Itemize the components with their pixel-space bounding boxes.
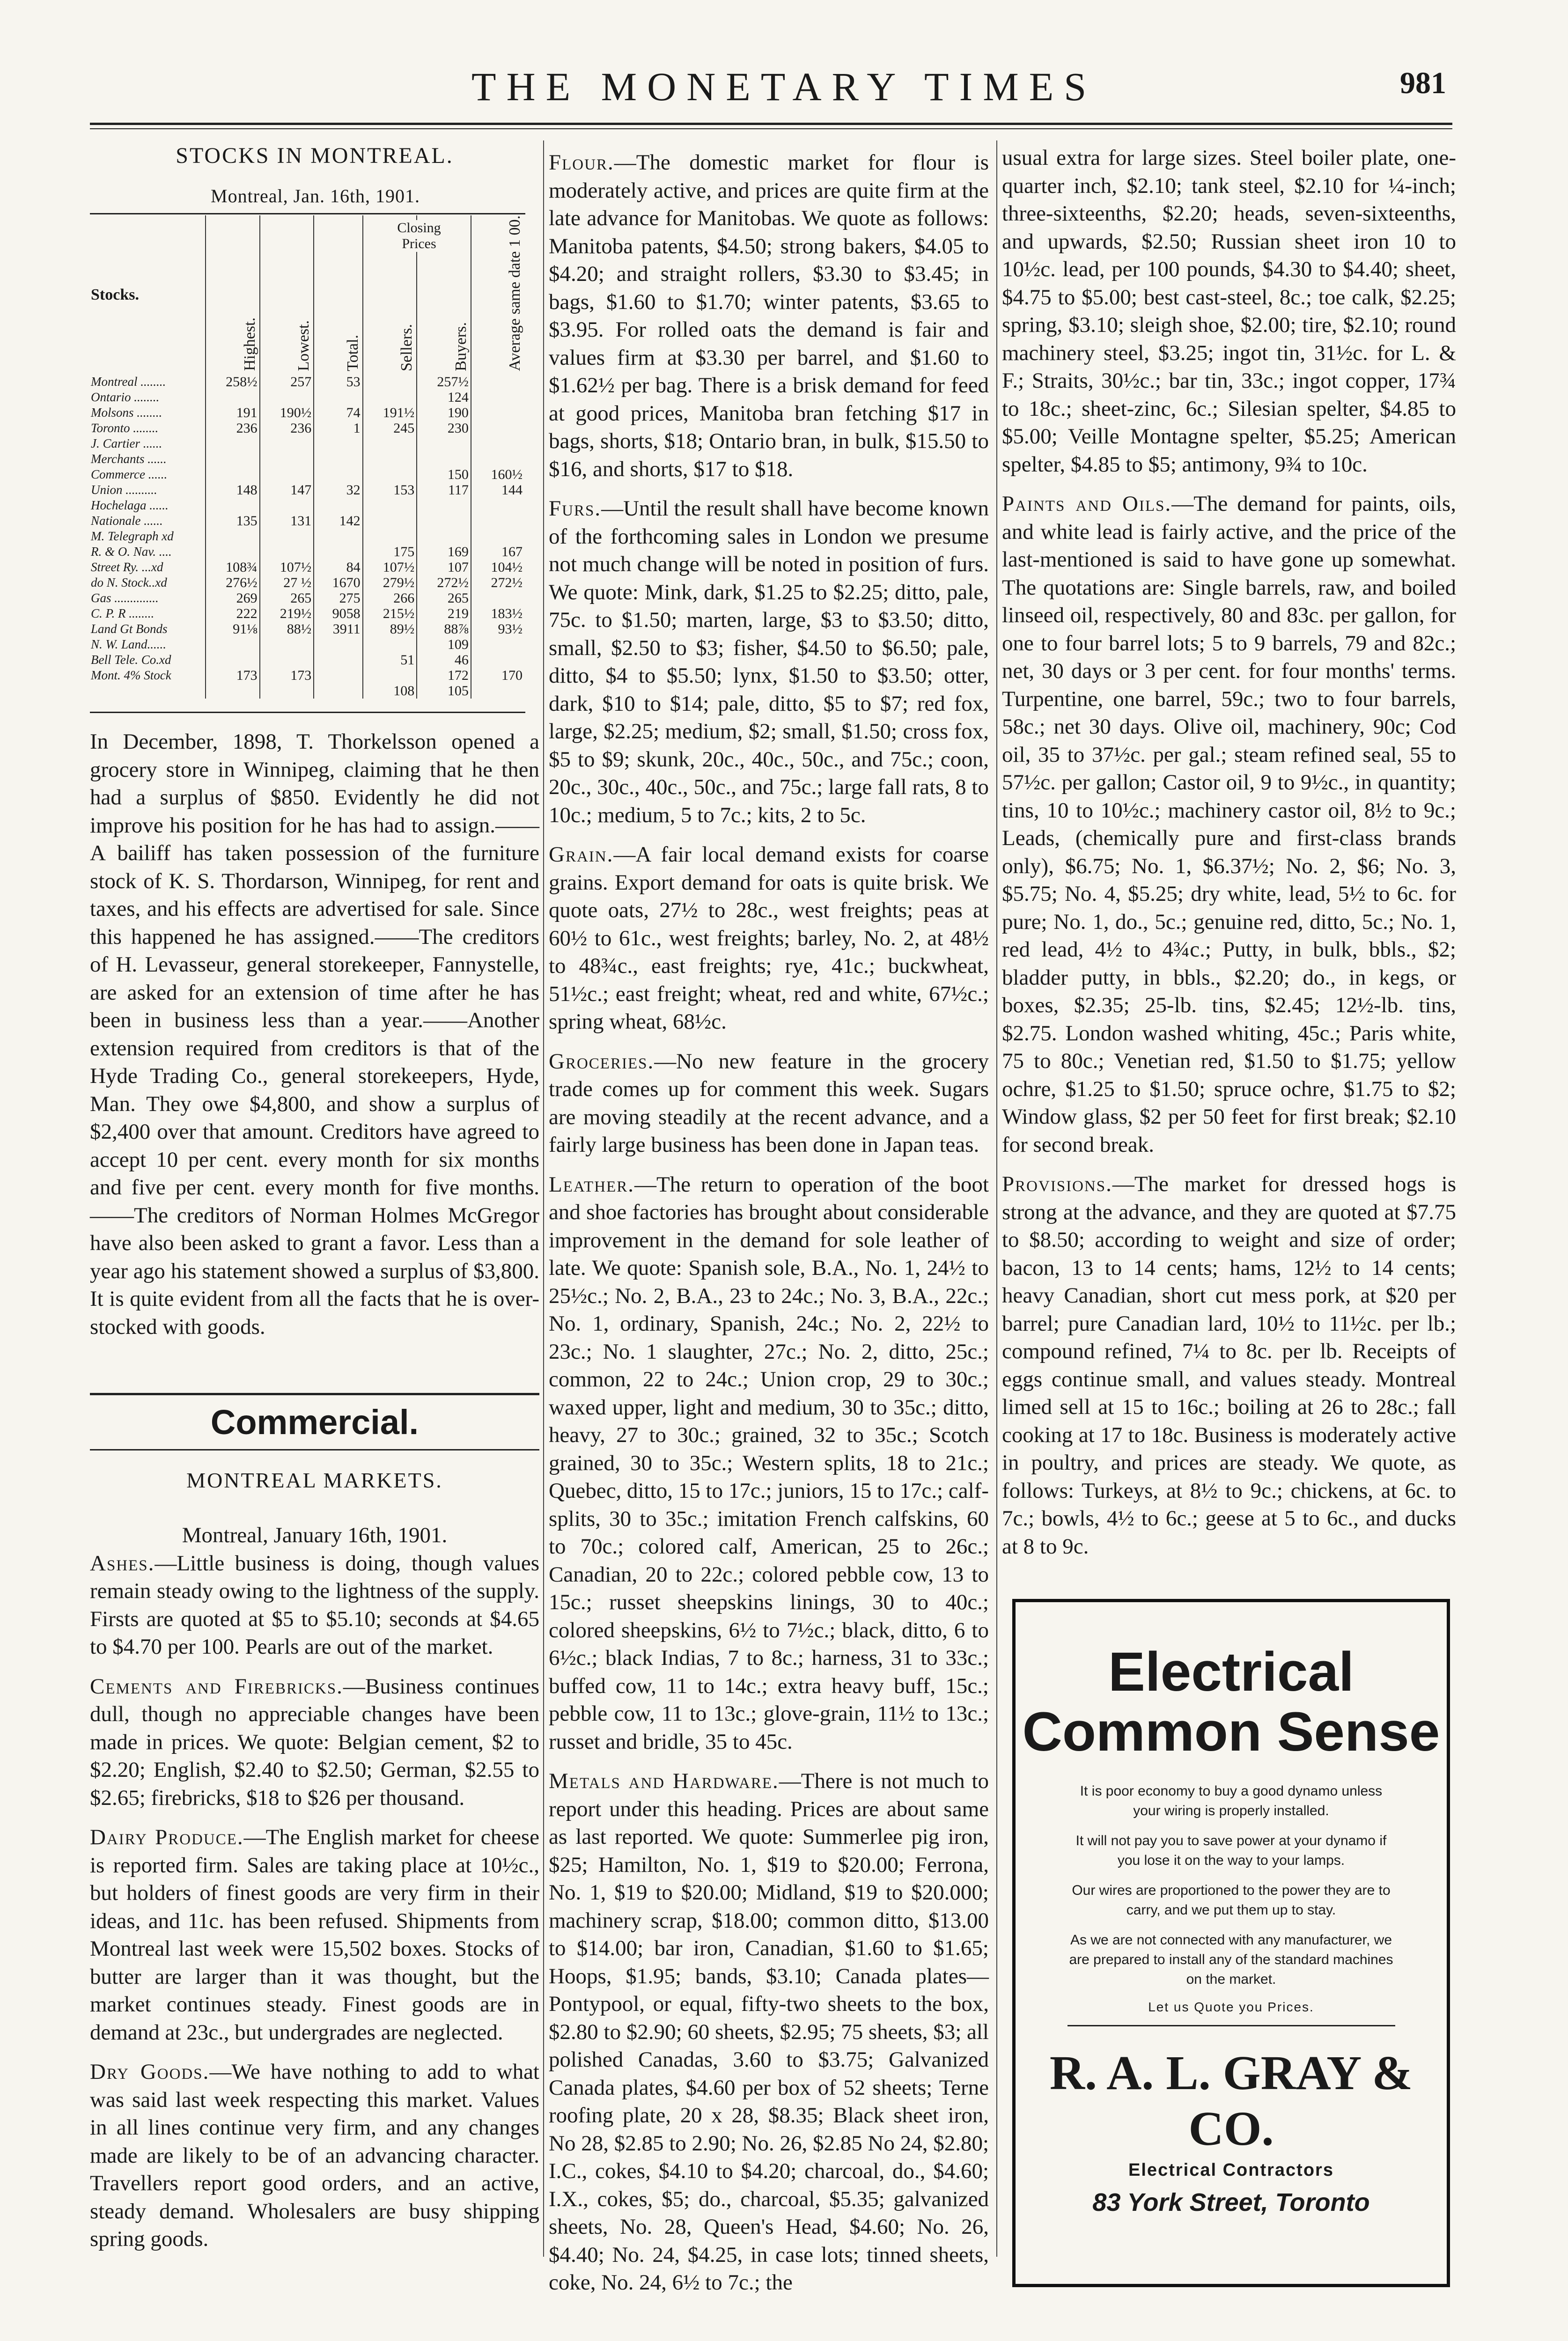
stock-cell: 107½ (363, 559, 417, 575)
stock-cell: 107 (417, 559, 471, 575)
flour-heading: Flour. (549, 150, 614, 175)
dateline: Montreal, January 16th, 1901. (182, 1523, 448, 1547)
stock-cell (471, 390, 524, 405)
table-row (89, 559, 524, 575)
stock-cell (206, 498, 260, 513)
stock-cell: 269 (206, 590, 260, 606)
ad-body (1067, 1782, 1395, 1989)
ad-divider (1067, 2025, 1395, 2026)
stock-cell: 222 (206, 606, 260, 621)
stock-cell: 215½ (363, 606, 417, 621)
stocks-col-header: Average same date 1 00. (471, 215, 524, 374)
stock-cell: 276½ (206, 575, 260, 590)
dry-goods-heading: Dry Goods. (90, 2060, 210, 2084)
table-row (89, 482, 524, 498)
table-row (89, 668, 524, 683)
stock-cell: 183½ (471, 606, 524, 621)
stock-cell (363, 637, 417, 652)
stock-cell (314, 451, 362, 467)
table-row (89, 513, 524, 529)
stock-cell (417, 513, 471, 529)
stock-cell: 3911 (314, 621, 362, 637)
stock-cell: 74 (314, 405, 362, 420)
stock-cell (206, 467, 260, 482)
stock-name (89, 683, 206, 699)
stock-cell: 108 (363, 683, 417, 699)
failures-paragraph: In December, 1898, T. Thorkelsson opened a grocery store in Winnipeg, claiming that he then had a surplus of $850. Evidently he did not improve his position for he has had to assign.——A bailiff has taken possession of the furniture stock of K. S. Thordarson, Winnipeg, for rent and taxes, and his effects are advertised for sale. Since this happened he has assigned.——The creditors of H. Levasseur, general storekeeper, Fannystelle, are asked for an extension of time after he has been in business less than a year.——Another extension required from creditors is that of the Hyde Trading Co., general storekeepers, Hyde, Man. They owe $4,800, and show a surplus of $2,400 over that amount. Creditors have agreed to accept 10 per cent. every month for six months and five per cent. every month for five months.——The creditors of Norman Holmes McGregor have also been asked to grant a favor. Less than a year ago his statement showed a surplus of $3,800. It is quite evident from all the facts that he is over-stocked with goods. (90, 729, 539, 1339)
furs-text: —Until the result shall have become known of the forthcoming sales in London we presume not much change will be noted in position of furs. We quote: Mink, dark, $1.25 to $2.25; ditto, pale, 75c. to $1.50; marten, large, $3 to $3.50; ditto, small, $2.50 to $3; fisher, $4.50 to $6.50; pale, ditto, $4 to $5.50; lynx, $1.50 to $3.50; otter, dark, $10 to $14; pale, ditto, $5 to $7; red fox, large, $2.25; medium, $2; small, $1.50; cross fox, $5 to $9; skunk, 20c., 40c., 50c., and 75c.; coon, 20c., 30c., 40c., 50c., and 75c.; large fall rats, 8 to 10c.; medium, 5 to 7c.; kits, 2 to 5c. (549, 496, 989, 827)
table-row (89, 652, 524, 668)
stock-cell: 117 (417, 482, 471, 498)
stock-cell: 170 (471, 668, 524, 683)
commercial-rule-top (90, 1393, 539, 1395)
stock-cell: 104½ (471, 559, 524, 575)
stock-cell: 279½ (363, 575, 417, 590)
table-row (89, 529, 524, 544)
ad-paragraph: Our wires are proportioned to the power they are to carry, and we put them up to stay. (1072, 1883, 1391, 1918)
stock-cell (363, 451, 417, 467)
stock-cell (260, 498, 314, 513)
stock-cell: 124 (417, 390, 471, 405)
table-row (89, 606, 524, 621)
stocks-col-header: Sellers. (363, 215, 417, 374)
stock-cell: 46 (417, 652, 471, 668)
stock-cell (363, 436, 417, 451)
stock-name: Commerce ...... (91, 467, 168, 481)
stock-cell: 147 (260, 482, 314, 498)
stock-name: Union .......... (91, 482, 157, 497)
metals-text: —There is not much to report under this heading. Prices are about same as last reported. We quote: Summerlee pig iron, $25; Hamilton, No. 1, $19 to $20.00; Ferrona, No. 1, $19 to $20.00; Midland, $19 to $20.000; machinery scrap, $18.00; common ditto, $13.00 to $14.00; bar iron, Canadian, $1.60 to $1.65; Hoops, $1.95; bands, $3.10; Canada plates—Pontypool, or equal, fifty-two sheets to the box, $2.80 to $2.90; 60 sheets, $2.95; 75 sheets, $3; all polished Canadas, 3.60 to $3.75; Galvanized Canada plates, $4.60 per box of 52 sheets; Terne roofing plate, 20 x 28, $8.35; Black sheet iron, No 28, $2.85 to 2.90; No. 26, $2.85 No 24, $2.80; I.C., cokes, $4.10 to $4.20; charcoal, do., $4.60; I.X., cokes, $5; do., charcoal, $5.35; galvanized sheets, No. 28, Queen's Head, $4.60; No. 26, $4.40; No. 24, $4.25, in case lots; tinned sheets, coke, No. 24, 6½ to 7c.; the (549, 1769, 989, 2295)
metals-continued: usual extra for large sizes. Steel boiler plate, one-quarter inch, $2.10; tank steel, $2.10 for ¼-inch; three-sixteenths, $2.20; heads, seven-sixteenths, and upwards, $2.50; Russian sheet iron 10 to 10½c. lead, per 100 pounds, $4.30 to $4.40; sheet, $4.75 to $5.00; best cast-steel, 8c.; toe calk, $2.25; spring, $3.10; sleigh shoe, $2.00; tire, $2.10; round machinery steel, $3.25; ingot tin, 31½c. for L. & F.; Straits, 30½c.; bar tin, 33c.; ingot copper, 17¾ to 18c.; sheet-zinc, 6c.; Silesian spelter, $4.85 to $5.00; Veille Montagne spelter, $5.25; American spelter, $4.85 to $5; antimony, 9¾ to 10c. (1002, 146, 1456, 477)
stock-cell: 144 (471, 482, 524, 498)
stock-cell: 173 (206, 668, 260, 683)
stock-cell: 265 (260, 590, 314, 606)
table-row (89, 544, 524, 559)
stock-cell (363, 513, 417, 529)
stock-cell (471, 590, 524, 606)
stock-cell (471, 683, 524, 699)
stock-cell: 89½ (363, 621, 417, 637)
stock-cell (206, 390, 260, 405)
leather-heading: Leather. (549, 1172, 634, 1197)
stock-cell: 84 (314, 559, 362, 575)
stock-cell: 191½ (363, 405, 417, 420)
ad-call-to-action: Let us Quote you Prices. (1148, 2000, 1314, 2014)
stocks-col-header: Buyers. (417, 215, 471, 374)
stock-name: Molsons ........ (91, 405, 162, 420)
table-row (89, 498, 524, 513)
stock-cell (260, 467, 314, 482)
ad-firm-subtitle: Electrical Contractors (1128, 2160, 1334, 2180)
stock-cell (417, 436, 471, 451)
table-row (89, 405, 524, 420)
stock-cell (363, 668, 417, 683)
stock-cell: 169 (417, 544, 471, 559)
groceries-heading: Groceries. (549, 1049, 655, 1074)
stock-name: Nationale ...... (91, 513, 163, 528)
stock-cell: 272½ (417, 575, 471, 590)
leather-text: —The return to operation of the boot and shoe factories has brought about considerable improvement in the demand for sole leather of late. We quote: Spanish sole, B.A., No. 1, 24½ to 25½c.; No. 2, B.A., 23 to 24c.; No. 3, B.A., 22c.; No. 1, ordinary, Spanish, 24c.; No. 2, 22½ to 23c.; No. 1 slaughter, 27c.; No. 2, ditto, 25c.; common, 22 to 24c.; Union crop, 29 to 30c.; waxed upper, light and medium, 30 to 35c.; ditto, heavy, 27 to 30c.; grained, 32 to 35c.; Scotch grained, 30 to 35c.; Western splits, 18 to 21c.; Quebec, ditto, 15 to 17c.; juniors, 15 to 17c.; calf-splits, 30 to 35c.; imitation French calfskins, 60 to 70c.; colored calf, American, 25 to 26c.; Canadian, 20 to 22c.; colored pebble cow, 13 to 15c.; russet sheepskins linings, 30 to 40c.; colored sheepskins, 6½ to 7½c.; black, ditto, 6 to 6½c.; black Indias, 7 to 8c.; harness, 31 to 33c.; buffed cow, 11 to 14c.; extra heavy buff, 15c.; pebble cow, 11 to 13c.; glove-grain, 11½ to 13c.; russet and bridle, 35 to 45c. (549, 1172, 989, 1754)
table-row (89, 451, 524, 467)
stock-cell: 9058 (314, 606, 362, 621)
table-row (89, 590, 524, 606)
stocks-body (89, 374, 524, 699)
stock-cell: 93½ (471, 621, 524, 637)
stock-cell: 167 (471, 544, 524, 559)
stock-cell (363, 390, 417, 405)
stock-cell: 236 (206, 420, 260, 436)
stock-cell (471, 451, 524, 467)
stock-cell (206, 652, 260, 668)
stock-cell (314, 390, 362, 405)
stock-cell (471, 420, 524, 436)
flour-text: —The domestic market for flour is moderately active, and prices are quite firm at the late advance for Manitobas. We quote as follows: Manitoba patents, $4.50; strong bakers, $4.05 to $4.20; and straight rollers, $3.30 to $3.45; in bags, $1.60 to $1.70; winter patents, $3.65 to $3.95. For rolled oats the demand is fair and values firm at $3.30 per barrel, and $1.60 to $1.62½ per bag. There is a brisk demand for feed at good prices, Manitoba bran fetching $17 in bags, shorts, $18; Ontario bran, in bulk, $15.50 to $16, and shorts, $17 to $18. (549, 150, 989, 481)
stock-cell (471, 652, 524, 668)
stocks-col-header: Highest. (206, 215, 260, 374)
stocks-heading: STOCKS IN MONTREAL. (176, 143, 454, 168)
furs-heading: Furs. (549, 496, 602, 521)
stock-name: M. Telegraph xd (91, 529, 174, 543)
commercial-rule-bottom (90, 1449, 539, 1450)
cements-text: —Business continues dull, though no appreciable changes have been made in prices. We quote: Belgian cement, $2 to $2.20; English, $2.40 to $2.50; German, $2.55 to $2.65; firebricks, $18 to $26 per thousand. (90, 1674, 539, 1810)
stock-cell: 109 (417, 637, 471, 652)
stock-cell: 27 ½ (260, 575, 314, 590)
stock-cell (260, 451, 314, 467)
stock-cell (417, 451, 471, 467)
stocks-table (89, 215, 524, 699)
stock-cell (314, 498, 362, 513)
ad-paragraph: It will not pay you to save power at your dynamo if you lose it on the way to your lamps. (1075, 1833, 1387, 1868)
table-row (89, 390, 524, 405)
groceries-text: —No new feature in the grocery trade comes up for comment this week. Sugars are moving steadily at the recent advance, and a fairly large business has been done in Japan teas. (549, 1049, 989, 1157)
stock-cell (471, 513, 524, 529)
stock-name: Land Gt Bonds (91, 621, 168, 636)
stock-cell: 107½ (260, 559, 314, 575)
dairy-heading: Dairy Produce. (90, 1825, 244, 1849)
table-row (89, 683, 524, 699)
stock-name: Mont. 4% Stock (91, 668, 171, 682)
stocks-col-header: Stocks. (91, 286, 139, 303)
ad-title-line-1: Electrical (1108, 1641, 1354, 1703)
stock-cell (314, 544, 362, 559)
stock-cell (314, 652, 362, 668)
stock-cell: 160½ (471, 467, 524, 482)
ad-paragraph: It is poor economy to buy a good dynamo unless your wiring is properly installed. (1080, 1783, 1383, 1818)
stock-cell (363, 374, 417, 390)
stock-cell (471, 498, 524, 513)
ashes-heading: Ashes. (90, 1551, 155, 1575)
stock-cell (417, 529, 471, 544)
stock-cell: 148 (206, 482, 260, 498)
stock-cell (206, 683, 260, 699)
stocks-date: Montreal, Jan. 16th, 1901. (211, 185, 420, 206)
stock-cell: 257 (260, 374, 314, 390)
stock-cell: 88⅞ (417, 621, 471, 637)
stock-name: Ontario ........ (91, 390, 160, 404)
stock-cell: 1670 (314, 575, 362, 590)
closing-prices-label: Closing Prices (379, 220, 459, 252)
stock-cell (471, 405, 524, 420)
stock-name: Toronto ........ (91, 420, 159, 435)
stock-cell (260, 390, 314, 405)
stock-cell: 150 (417, 467, 471, 482)
ad-firm-name: R. A. L. GRAY & CO. (1049, 2046, 1413, 2156)
stock-cell: 175 (363, 544, 417, 559)
stock-name: N. W. Land...... (91, 637, 167, 651)
stock-name: Merchants ...... (91, 451, 167, 466)
stock-cell (206, 637, 260, 652)
stock-cell: 173 (260, 668, 314, 683)
stock-cell (260, 544, 314, 559)
column-2-text (549, 149, 989, 2297)
stock-cell (471, 436, 524, 451)
stock-name: Bell Tele. Co.xd (91, 652, 171, 667)
stock-cell (260, 683, 314, 699)
stock-name: Gas .............. (91, 590, 159, 605)
stock-cell: 88½ (260, 621, 314, 637)
ad-paragraph: As we are not connected with any manufacturer, we are prepared to install any of the standard machines on the market. (1069, 1932, 1393, 1987)
stock-name: J. Cartier ...... (91, 436, 162, 450)
stock-cell: 245 (363, 420, 417, 436)
stock-name: C. P. R ........ (91, 606, 155, 620)
stock-cell: 142 (314, 513, 362, 529)
stock-cell (363, 498, 417, 513)
table-row (89, 621, 524, 637)
stock-cell (260, 529, 314, 544)
table-row (89, 575, 524, 590)
page-number: 981 (1400, 66, 1446, 100)
stock-cell (206, 436, 260, 451)
page-header-title: THE MONETARY TIMES (471, 64, 1097, 109)
stock-cell (314, 529, 362, 544)
stock-cell: 131 (260, 513, 314, 529)
stock-cell (314, 467, 362, 482)
stock-cell: 105 (417, 683, 471, 699)
stock-cell: 236 (260, 420, 314, 436)
table-row (89, 637, 524, 652)
stock-cell (363, 467, 417, 482)
stock-name: do N. Stock..xd (91, 575, 167, 589)
stock-name: Hochelaga ...... (91, 498, 169, 512)
stock-cell: 219 (417, 606, 471, 621)
stock-cell: 258½ (206, 374, 260, 390)
stocks-rule (90, 213, 525, 214)
column-1-text (90, 728, 539, 1341)
stock-cell: 51 (363, 652, 417, 668)
stock-cell: 272½ (471, 575, 524, 590)
column-3-text (1002, 144, 1456, 1561)
stock-cell (363, 529, 417, 544)
provisions-heading: Provisions. (1002, 1172, 1112, 1196)
stock-cell (314, 683, 362, 699)
ad-address: 83 York Street, Toronto (1092, 2188, 1370, 2216)
stock-cell: 53 (314, 374, 362, 390)
column-divider (543, 140, 544, 2257)
stock-cell: 91⅛ (206, 621, 260, 637)
header-rule (90, 123, 1452, 125)
stock-cell (314, 436, 362, 451)
commercial-heading: Commercial. (210, 1403, 419, 1442)
stock-cell: 172 (417, 668, 471, 683)
grain-heading: Grain. (549, 842, 614, 867)
stock-cell: 230 (417, 420, 471, 436)
paints-text: —The demand for paints, oils, and white lead is fairly active, and the price of the last-mentioned is said to have gone up somewhat. The quotations are: Single barrels, raw, and boiled linseed oil, respectively, 80 and 83c. per gallon, for one to four barrel lots; 5 to 9 barrels, 79 and 82c.; net, 30 days or 3 per cent. for four months' terms. Turpentine, one barrel, 59c.; two to four barrels, 58c.; net 30 days. Olive oil, machinery, 90c; Cod oil, 35 to 37½c. per gal.; steam refined seal, 55 to 57½c. per gallon; Castor oil, 9 to 9½c., in quantity; tins, 10 to 10½c.; machinery castor oil, 8½ to 9c.; Leads, (chemically pure and first-class brands only), $6.75; No. 1, $6.37½; No. 2, $6; No. 3, $5.75; No. 4, $5.25; dry white, lead, 5½ to 6c. for pure; No. 1, do., 5c.; genuine red, ditto, 5c.; No. 1, red lead, 4½ to 4¾c.; Putty, in bulk, bbls., $2; bladder putty, in bbls., $2.20; do., in kegs, or boxes, $2.35; 25-lb. tins, $2.45; 12½-lb. tins, $2.75. London washed whiting, 45c.; Paris white, 75 to 80c.; Venetian red, $1.50 to $1.75; yellow ochre, $1.25 to $1.50; spruce ochre, $1.75 to $2; Window glass, $2 per 50 feet for first break; $2.10 for second break. (1002, 492, 1456, 1157)
provisions-text: —The market for dressed hogs is strong at the advance, and they are quoted at $7.75 to $8.50; according to weight and size of order; bacon, 13 to 14 cents; hams, 12½ to 14 cents; heavy Canadian, short cut mess pork, at $20 per barrel; pure Canadian lard, 10½ to 11½c. per lb.; compound refined, 7¼ to 8c. per lb. Receipts of eggs continue small, and values steady. Montreal limed sell at 15 to 16c.; boiling at 26 to 28c.; fall cooking at 17 to 18c. Business is moderately active in poultry, and prices are steady. We quote, as follows: Turkeys, at 8½ to 9c.; chickens, at 6c. to 7c.; bowls, 4½ to 6c.; geese at 5 to 6c., and ducks at 8 to 9c. (1002, 1172, 1456, 1559)
stock-cell (206, 544, 260, 559)
header-rule-thin (90, 128, 1452, 129)
table-row (89, 436, 524, 451)
stock-cell: 108¾ (206, 559, 260, 575)
advertisement-box (1012, 1599, 1450, 2287)
stocks-bottom-rule (90, 712, 525, 713)
stock-cell (314, 637, 362, 652)
stock-cell (206, 529, 260, 544)
stock-cell: 266 (363, 590, 417, 606)
stock-name: Street Ry. ...xd (91, 559, 163, 574)
column-divider (996, 140, 997, 2257)
table-row (89, 467, 524, 482)
column-1-markets (90, 1522, 539, 2253)
stocks-col-header: Lowest. (260, 215, 314, 374)
stocks-header-row (89, 215, 524, 374)
stock-cell (260, 436, 314, 451)
dairy-text: —The English market for cheese is reported firm. Sales are taking place at 10½c., but holders of finest goods are very firm in their ideas, and 11c. has been refused. Shipments from Montreal last week were 15,502 boxes. Stocks of butter are larger than it was thought, but the market continues steady. Finest goods are in demand at 23c., but undergrades are neglected. (90, 1825, 539, 2045)
paints-heading: Paints and Oils. (1002, 492, 1172, 516)
stock-cell: 265 (417, 590, 471, 606)
ashes-text: —Little business is doing, though values remain steady owing to the lightness of the supply. Firsts are quoted at $5 to $5.10; seconds at $4.65 to $4.70 per 100. Pearls are out of the market. (90, 1551, 539, 1659)
stock-cell (471, 529, 524, 544)
stock-cell (417, 498, 471, 513)
stock-cell (314, 668, 362, 683)
stock-cell: 153 (363, 482, 417, 498)
stock-cell: 190½ (260, 405, 314, 420)
stock-cell (471, 637, 524, 652)
table-row (89, 374, 524, 390)
cements-heading: Cements and Firebricks. (90, 1674, 343, 1699)
ad-title-line-2: Common Sense (1022, 1701, 1440, 1763)
stock-cell: 32 (314, 482, 362, 498)
stock-cell: 257½ (417, 374, 471, 390)
stock-cell (471, 374, 524, 390)
stock-cell: 1 (314, 420, 362, 436)
grain-text: —A fair local demand exists for coarse grains. Export demand for oats is quite brisk. We quote oats, 27½ to 28c., west freights; peas at 60½ to 61c., west freights; barley, No. 2, at 48½ to 48¾c., east freights; rye, 41c.; buckwheat, 51½c.; east freight; wheat, red and white, 67½c.; spring wheat, 68½c. (549, 842, 989, 1034)
montreal-markets-heading: MONTREAL MARKETS. (186, 1468, 443, 1492)
stock-name: R. & O. Nav. .... (91, 544, 172, 559)
stock-cell: 219½ (260, 606, 314, 621)
stock-cell: 190 (417, 405, 471, 420)
metals-heading: Metals and Hardware. (549, 1769, 779, 1793)
stock-cell (206, 451, 260, 467)
stock-name: Montreal ........ (91, 374, 166, 389)
stock-cell: 135 (206, 513, 260, 529)
table-row (89, 420, 524, 436)
stocks-col-header: Total. (314, 215, 362, 374)
stock-cell: 275 (314, 590, 362, 606)
stock-cell (260, 652, 314, 668)
stock-cell: 191 (206, 405, 260, 420)
stock-cell (260, 637, 314, 652)
dry-goods-text: —We have nothing to add to what was said last week respecting this market. Values in all lines continue very firm, and any changes made are likely to be of an advancing character. Travellers report good orders, and an active, steady demand. Wholesalers are busy shipping spring goods. (90, 2060, 539, 2251)
